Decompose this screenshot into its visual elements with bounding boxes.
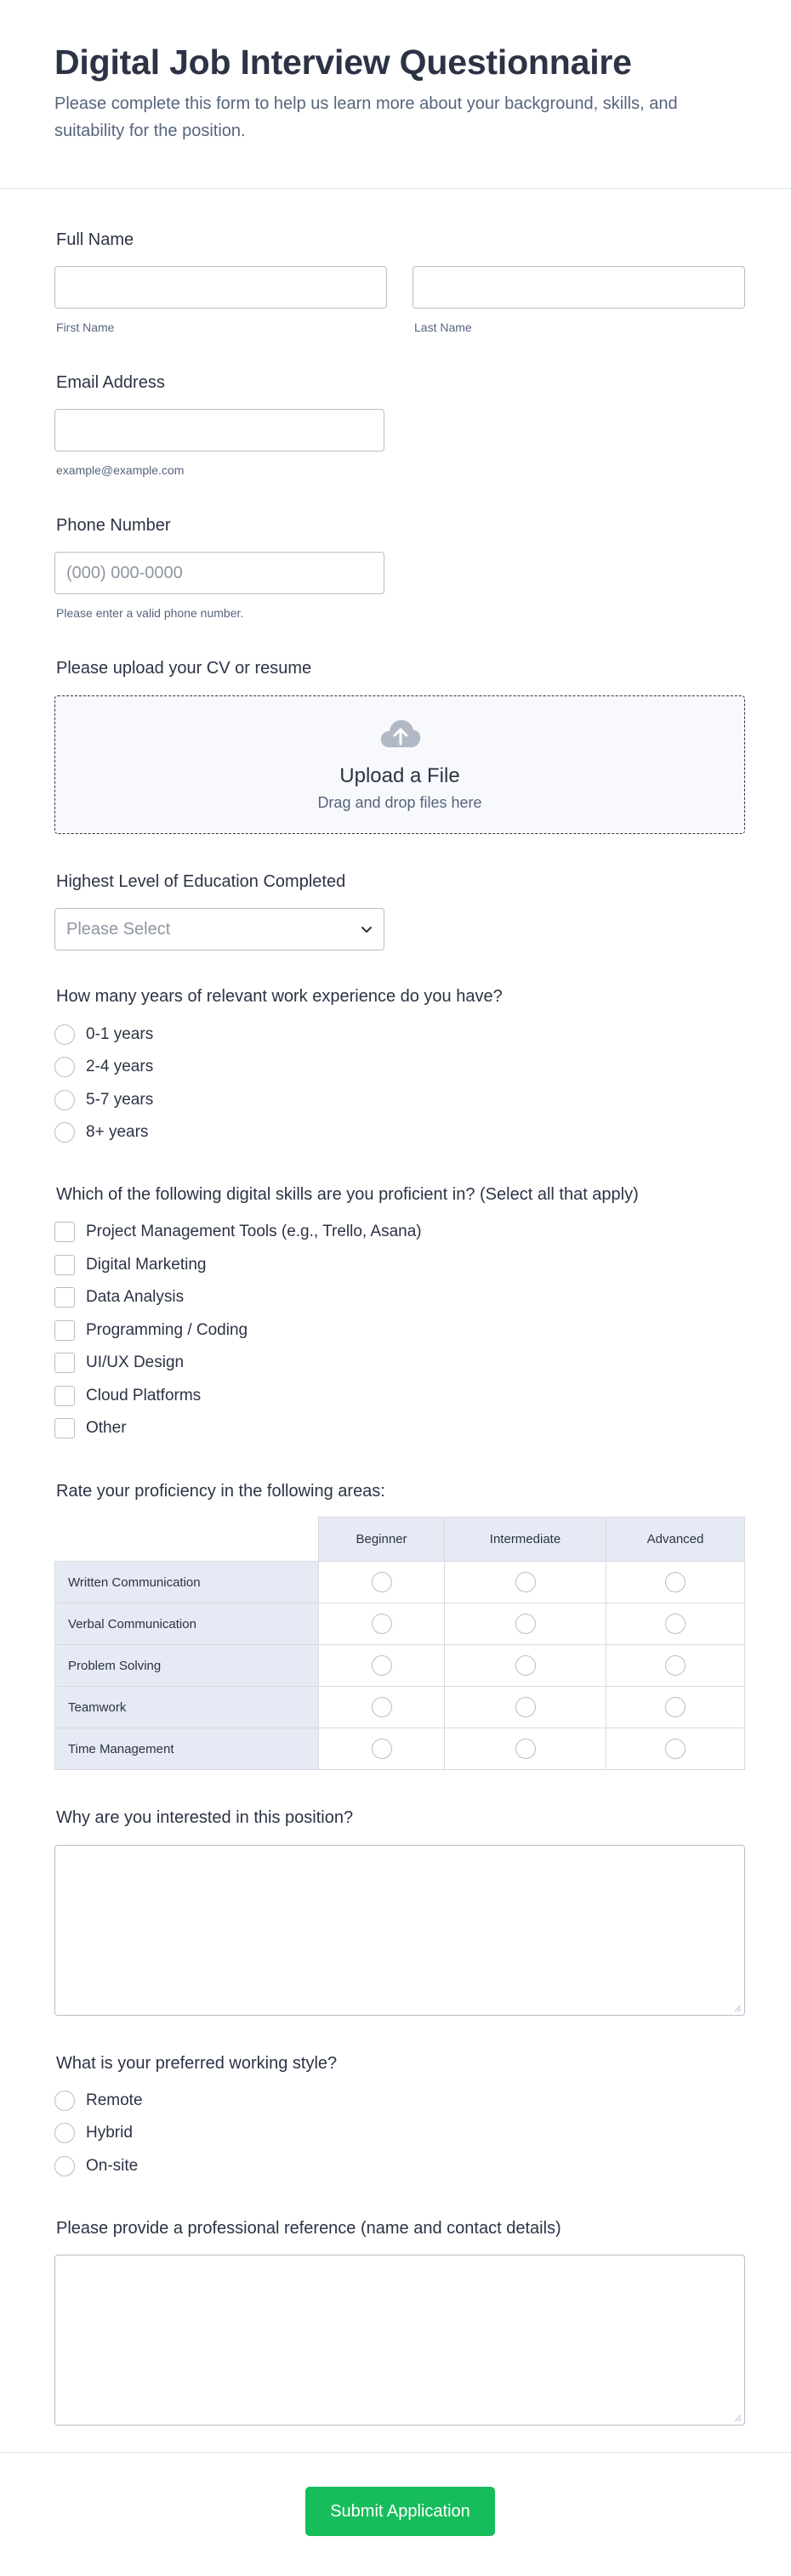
- matrix-corner: [55, 1518, 319, 1562]
- matrix-cell[interactable]: [606, 1645, 745, 1687]
- matrix-cell[interactable]: [606, 1603, 745, 1645]
- radio-button[interactable]: [54, 2123, 75, 2143]
- full-name-label: Full Name: [56, 230, 134, 249]
- matrix-cell[interactable]: [445, 1562, 606, 1603]
- matrix-row: [55, 1562, 745, 1603]
- matrix-cell[interactable]: [445, 1645, 606, 1687]
- skill-option-label: Project Management Tools (e.g., Trello, Asana): [86, 1223, 422, 1240]
- submit-application-button[interactable]: Submit Application: [305, 2487, 495, 2536]
- last-name-field[interactable]: [413, 266, 745, 309]
- first-name-field[interactable]: [54, 266, 387, 309]
- radio-button[interactable]: [54, 1090, 75, 1110]
- skill-option-label: Programming / Coding: [86, 1321, 248, 1339]
- upload-title: Upload a File: [339, 764, 460, 787]
- radio-button[interactable]: [372, 1739, 392, 1759]
- last-name-sublabel: Last Name: [414, 321, 472, 334]
- email-sublabel: example@example.com: [56, 463, 185, 477]
- radio-button[interactable]: [665, 1655, 686, 1676]
- chevron-down-icon: [358, 921, 375, 938]
- skill-option-label: Digital Marketing: [86, 1256, 207, 1274]
- radio-button[interactable]: [54, 1024, 75, 1045]
- reference-textarea[interactable]: [54, 2255, 745, 2426]
- matrix-cell[interactable]: [445, 1603, 606, 1645]
- matrix-cell[interactable]: [319, 1645, 445, 1687]
- matrix-cell[interactable]: [606, 1728, 745, 1770]
- working-style-option-label: On-site: [86, 2157, 139, 2175]
- experience-option-label: 8+ years: [86, 1123, 149, 1141]
- last-name-input[interactable]: [413, 267, 744, 308]
- interest-textarea[interactable]: [54, 1845, 745, 2016]
- page-subtitle: Please complete this form to help us learn more about your background, skills, and suitability for the position.: [54, 94, 678, 140]
- education-selected-value: Please Select: [66, 920, 171, 939]
- interest-label: Why are you interested in this position?: [56, 1808, 354, 1827]
- matrix-column-header: Intermediate: [445, 1518, 606, 1562]
- checkbox[interactable]: [54, 1222, 75, 1242]
- reference-label: Please provide a professional reference (name and contact details): [56, 2219, 561, 2238]
- radio-button[interactable]: [54, 1122, 75, 1143]
- form-header: [0, 0, 791, 189]
- radio-button[interactable]: [665, 1572, 686, 1592]
- proficiency-label: Rate your proficiency in the following areas:: [56, 1482, 385, 1501]
- working-style-label: What is your preferred working style?: [56, 2054, 338, 2073]
- matrix-cell[interactable]: [445, 1728, 606, 1770]
- matrix-row: [55, 1728, 745, 1770]
- radio-button[interactable]: [372, 1655, 392, 1676]
- cloud-upload-icon: [379, 718, 422, 749]
- matrix-row-label: Teamwork: [55, 1687, 319, 1728]
- matrix-cell[interactable]: [319, 1728, 445, 1770]
- matrix-cell[interactable]: [319, 1687, 445, 1728]
- matrix-row-label: Written Communication: [55, 1562, 319, 1603]
- upload-subtitle: Drag and drop files here: [317, 794, 482, 811]
- radio-button[interactable]: [515, 1739, 536, 1759]
- phone-input[interactable]: [55, 553, 384, 593]
- working-style-option-label: Remote: [86, 2091, 143, 2109]
- skills-label: Which of the following digital skills are you proficient in? (Select all that apply): [56, 1185, 639, 1204]
- phone-label: Phone Number: [56, 516, 171, 535]
- matrix-cell[interactable]: [606, 1687, 745, 1728]
- radio-button[interactable]: [515, 1655, 536, 1676]
- radio-button[interactable]: [54, 2156, 75, 2176]
- radio-button[interactable]: [372, 1572, 392, 1592]
- matrix-cell[interactable]: [319, 1562, 445, 1603]
- checkbox[interactable]: [54, 1320, 75, 1341]
- checkbox[interactable]: [54, 1287, 75, 1308]
- email-label: Email Address: [56, 373, 165, 392]
- upload-label: Please upload your CV or resume: [56, 659, 312, 678]
- proficiency-matrix: [54, 1517, 745, 1770]
- radio-button[interactable]: [372, 1697, 392, 1717]
- first-name-sublabel: First Name: [56, 321, 115, 334]
- phone-field[interactable]: [54, 552, 384, 594]
- radio-button[interactable]: [515, 1697, 536, 1717]
- matrix-row-label: Problem Solving: [55, 1645, 319, 1687]
- skill-option-label: Data Analysis: [86, 1288, 185, 1306]
- radio-button[interactable]: [665, 1739, 686, 1759]
- resize-grip-icon[interactable]: [733, 2004, 742, 2012]
- matrix-row: [55, 1687, 745, 1728]
- matrix-cell[interactable]: [606, 1562, 745, 1603]
- matrix-row-label: Verbal Communication: [55, 1603, 319, 1645]
- checkbox[interactable]: [54, 1386, 75, 1406]
- radio-button[interactable]: [515, 1614, 536, 1634]
- experience-option-label: 0-1 years: [86, 1025, 154, 1043]
- radio-button[interactable]: [665, 1697, 686, 1717]
- first-name-input[interactable]: [55, 267, 386, 308]
- experience-label: How many years of relevant work experience do you have?: [56, 987, 503, 1006]
- matrix-cell[interactable]: [445, 1687, 606, 1728]
- radio-button[interactable]: [54, 2091, 75, 2111]
- radio-button[interactable]: [54, 1057, 75, 1077]
- checkbox[interactable]: [54, 1255, 75, 1275]
- education-label: Highest Level of Education Completed: [56, 872, 346, 891]
- skill-option-label: UI/UX Design: [86, 1353, 185, 1371]
- matrix-row: [55, 1645, 745, 1687]
- experience-option-label: 5-7 years: [86, 1091, 154, 1109]
- resize-grip-icon[interactable]: [733, 2414, 742, 2422]
- email-input[interactable]: [55, 410, 384, 451]
- radio-button[interactable]: [665, 1614, 686, 1634]
- file-upload-dropzone[interactable]: [54, 695, 745, 834]
- radio-button[interactable]: [515, 1572, 536, 1592]
- email-field[interactable]: [54, 409, 384, 451]
- skill-option-label: Other: [86, 1419, 127, 1437]
- radio-button[interactable]: [372, 1614, 392, 1634]
- matrix-column-header: Beginner: [319, 1518, 445, 1562]
- experience-option-label: 2-4 years: [86, 1058, 154, 1075]
- matrix-cell[interactable]: [319, 1603, 445, 1645]
- education-select[interactable]: [54, 908, 384, 950]
- matrix-row-label: Time Management: [55, 1728, 319, 1770]
- page-title: Digital Job Interview Questionnaire: [54, 43, 632, 82]
- matrix-column-header: Advanced: [606, 1518, 745, 1562]
- working-style-option-label: Hybrid: [86, 2124, 133, 2142]
- checkbox[interactable]: [54, 1418, 75, 1438]
- skill-option-label: Cloud Platforms: [86, 1387, 202, 1404]
- checkbox[interactable]: [54, 1353, 75, 1373]
- matrix-row: [55, 1603, 745, 1645]
- phone-sublabel: Please enter a valid phone number.: [56, 606, 244, 620]
